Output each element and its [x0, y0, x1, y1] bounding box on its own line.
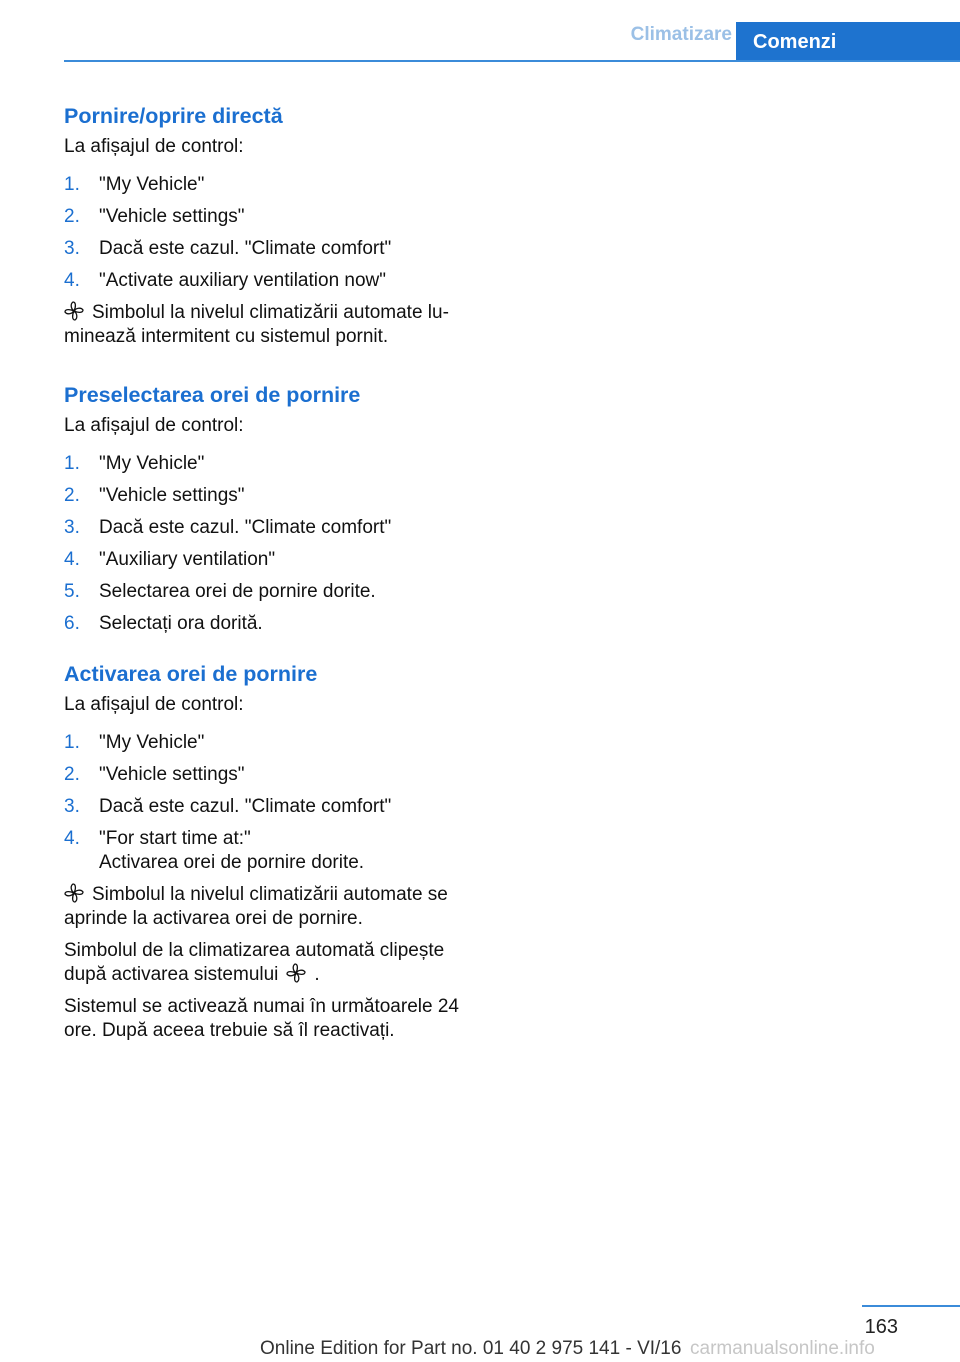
paragraph-text-end: .: [314, 964, 320, 985]
steps-list: [64, 731, 474, 851]
step-text: Selectarea orei de pornire dorite.: [99, 581, 376, 602]
chapter-tab[interactable]: Comenzi: [736, 22, 960, 62]
body-paragraph: Sistemul se activează numai în următoarele 24 ore. După aceea trebuie să îl reactivați.: [64, 996, 459, 1041]
page-content: [64, 100, 474, 1051]
step-text: Dacă este cazul. "Climate comfort": [99, 796, 392, 817]
step-number: 1.: [64, 174, 80, 195]
list-item: [64, 237, 474, 261]
fan-icon: [64, 883, 84, 903]
list-item: [64, 173, 474, 197]
step-number: 3.: [64, 796, 80, 817]
step-number: 4.: [64, 549, 80, 570]
fan-icon: [286, 963, 306, 983]
step-text: Selectați ora dorită.: [99, 613, 263, 634]
step-text: "My Vehicle": [99, 174, 205, 195]
page-header: [0, 0, 960, 64]
page-number: 163: [864, 1316, 898, 1338]
list-item: [64, 827, 474, 851]
note-paragraph: [64, 883, 474, 931]
body-paragraph: [64, 939, 474, 987]
step-number: 6.: [64, 613, 80, 634]
section-title: Pornire/oprire directă: [64, 104, 283, 128]
section-title: Preselectarea orei de pornire: [64, 383, 361, 407]
list-item: [64, 795, 474, 819]
list-item: [64, 484, 474, 508]
step-text: "Vehicle settings": [99, 764, 245, 785]
footer-rule: [862, 1305, 960, 1307]
step-detail: Activarea orei de pornire dorite.: [99, 852, 365, 873]
step-number: 2.: [64, 485, 80, 506]
section-intro: La afișajul de control:: [64, 415, 244, 436]
step-number: 5.: [64, 581, 80, 602]
section-intro: La afișajul de control:: [64, 694, 244, 715]
step-number: 4.: [64, 270, 80, 291]
section-title: Activarea orei de pornire: [64, 662, 318, 686]
step-number: 4.: [64, 828, 80, 849]
step-number: 2.: [64, 206, 80, 227]
list-item: [64, 763, 474, 787]
list-item: [64, 548, 474, 572]
step-number: 2.: [64, 764, 80, 785]
step-text: "Vehicle settings": [99, 206, 245, 227]
step-text: Dacă este cazul. "Climate comfort": [99, 517, 392, 538]
step-text: "Activate auxiliary ventilation now": [99, 270, 387, 291]
list-item: [64, 731, 474, 755]
section-breadcrumb[interactable]: Climatizare: [630, 24, 732, 45]
header-rule: [64, 60, 960, 62]
step-number: 1.: [64, 453, 80, 474]
steps-list: [64, 173, 474, 293]
step-number: 3.: [64, 238, 80, 259]
steps-list: [64, 452, 474, 636]
step-number: 1.: [64, 732, 80, 753]
watermark: carmanualsonline.info: [690, 1338, 875, 1359]
list-item: [64, 516, 474, 540]
list-item: [64, 452, 474, 476]
edition-footer: Online Edition for Part no. 01 40 2 975 141 - VI/16: [260, 1338, 682, 1359]
step-number: 3.: [64, 517, 80, 538]
note-text: Simbolul la nivelul climatizării automate se aprinde la activarea orei de pornire.: [64, 884, 448, 929]
step-text: Dacă este cazul. "Climate comfort": [99, 238, 392, 259]
list-item: [64, 269, 474, 293]
fan-icon: [64, 301, 84, 321]
note-text: Simbolul la nivelul climatizării automate luminează intermitent cu sistemul pornit.: [64, 302, 449, 347]
paragraph-text: Simbolul de la climatizarea automată clipește după activarea sistemului: [64, 940, 445, 985]
step-text: "My Vehicle": [99, 732, 205, 753]
step-text: "Auxiliary ventilation": [99, 549, 276, 570]
list-item: [64, 612, 474, 636]
step-text: "Vehicle settings": [99, 485, 245, 506]
list-item: [64, 205, 474, 229]
note-paragraph: [64, 301, 474, 349]
section-intro: La afișajul de control:: [64, 136, 244, 157]
step-text: "For start time at:": [99, 828, 251, 849]
step-text: "My Vehicle": [99, 453, 205, 474]
list-item: [64, 580, 474, 604]
